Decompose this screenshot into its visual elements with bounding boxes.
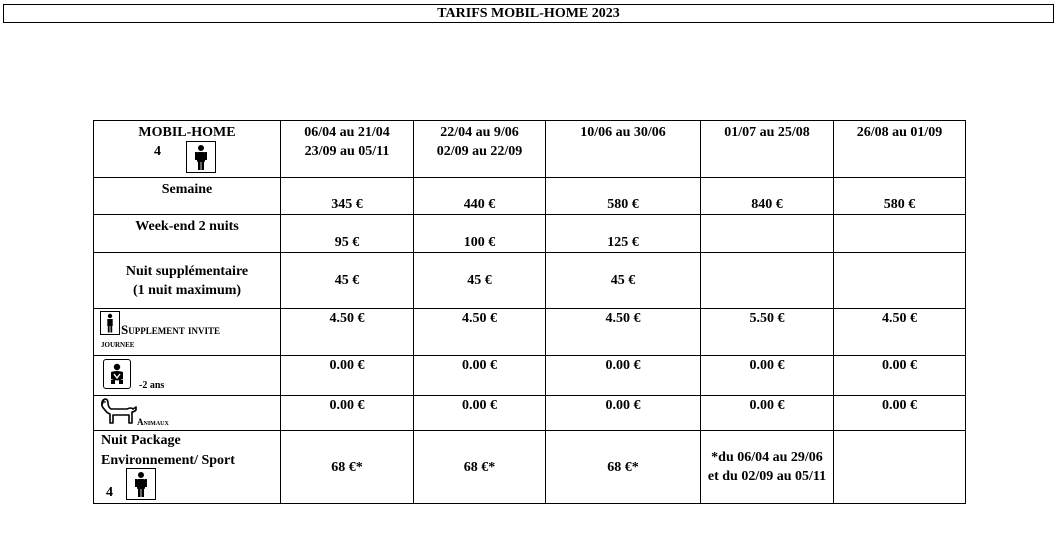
header-mobil-home-label: MOBIL-HOME: [138, 125, 236, 140]
table-cell: 345 €: [281, 178, 414, 215]
table-cell: 45 €: [281, 253, 414, 309]
baby-icon: [103, 359, 131, 394]
table-cell: 45 €: [414, 253, 546, 309]
table-row-nuit-package: [94, 431, 966, 504]
table-row-weekend: [94, 215, 966, 253]
table-cell: 0.00 €: [701, 356, 834, 396]
period-4-line1: 01/07 au 25/08: [724, 125, 810, 140]
period-2-line2: 02/09 au 22/09: [436, 144, 523, 159]
table-cell: 45 €: [546, 253, 701, 309]
table-cell: 5.50 €: [701, 309, 834, 356]
table-cell: 440 €: [414, 178, 546, 215]
period-1-line1: 06/04 au 21/04: [304, 125, 390, 140]
person-icon: [186, 141, 216, 173]
header-period-1: [281, 121, 414, 178]
table-cell: 580 €: [546, 178, 701, 215]
header-period-2: [414, 121, 546, 178]
table-cell: 4.50 €: [281, 309, 414, 356]
supplement-invite-label: Supplement invite: [121, 322, 220, 337]
period-5-line1: 26/08 au 01/09: [856, 125, 943, 140]
header-mobil-home-cell: [94, 121, 281, 178]
table-cell: 95 €: [281, 215, 414, 253]
animaux-label: Animaux: [137, 417, 169, 427]
table-cell: 4.50 €: [546, 309, 701, 356]
person-icon: [126, 468, 156, 500]
table-cell: [701, 253, 834, 309]
nuit-supp-line2: (1 nuit maximum): [132, 282, 242, 298]
header-person-count: 4: [154, 144, 161, 159]
table-cell: 0.00 €: [834, 396, 966, 431]
dog-icon: [99, 397, 139, 433]
table-cell: [834, 215, 966, 253]
row-label-semaine: Semaine: [94, 178, 281, 215]
bebe-label: -2 ans: [139, 380, 165, 391]
page-title: TARIFS MOBIL-HOME 2023: [3, 4, 1054, 23]
table-cell: 68 €*: [414, 431, 546, 504]
table-cell: 125 €: [546, 215, 701, 253]
period-1-line2: 23/09 au 05/11: [304, 144, 390, 159]
table-row-animaux: [94, 396, 966, 431]
table-cell: 0.00 €: [701, 396, 834, 431]
row-label-supplement-invite: [94, 309, 281, 356]
header-period-4: [701, 121, 834, 178]
table-cell: [834, 253, 966, 309]
tariff-table: [93, 120, 966, 504]
table-cell: 0.00 €: [281, 396, 414, 431]
table-cell: 68 €*: [281, 431, 414, 504]
table-row-nuit-supplementaire: [94, 253, 966, 309]
package-label-line1: Nuit Package: [101, 433, 181, 448]
table-cell: [834, 431, 966, 504]
period-3-line1: 10/06 au 30/06: [580, 125, 666, 140]
table-row-supplement-invite: [94, 309, 966, 356]
table-cell: 580 €: [834, 178, 966, 215]
table-cell: 0.00 €: [414, 356, 546, 396]
table-cell: 840 €: [701, 178, 834, 215]
supplement-invite-journee: journee: [101, 339, 135, 350]
header-row: [94, 121, 966, 178]
table-cell: [701, 215, 834, 253]
period-2-line1: 22/04 au 9/06: [440, 125, 519, 140]
package-label-line2: Environnement/ Sport: [101, 453, 235, 468]
table-row-bebe: [94, 356, 966, 396]
table-cell: 0.00 €: [546, 356, 701, 396]
table-row-semaine: [94, 178, 966, 215]
table-cell: 0.00 €: [546, 396, 701, 431]
row-label-bebe: [94, 356, 281, 396]
table-cell: 4.50 €: [834, 309, 966, 356]
table-cell: 4.50 €: [414, 309, 546, 356]
header-period-5: [834, 121, 966, 178]
nuit-supp-line1: Nuit supplémentaire: [125, 263, 249, 279]
row-label-nuit-supplementaire: [94, 253, 281, 309]
table-cell: 0.00 €: [834, 356, 966, 396]
header-period-3: [546, 121, 701, 178]
table-cell: 0.00 €: [281, 356, 414, 396]
package-person-count: 4: [106, 485, 113, 500]
row-label-nuit-package: [94, 431, 281, 504]
row-label-weekend: Week-end 2 nuits: [94, 215, 281, 253]
header-person-icon-box: [186, 141, 216, 173]
table-cell: 0.00 €: [414, 396, 546, 431]
table-cell: 100 €: [414, 215, 546, 253]
package-note: *du 06/04 au 29/06 et du 02/09 au 05/11: [701, 431, 834, 504]
table-cell: 68 €*: [546, 431, 701, 504]
row-label-animaux: [94, 396, 281, 431]
person-icon: [100, 311, 120, 340]
